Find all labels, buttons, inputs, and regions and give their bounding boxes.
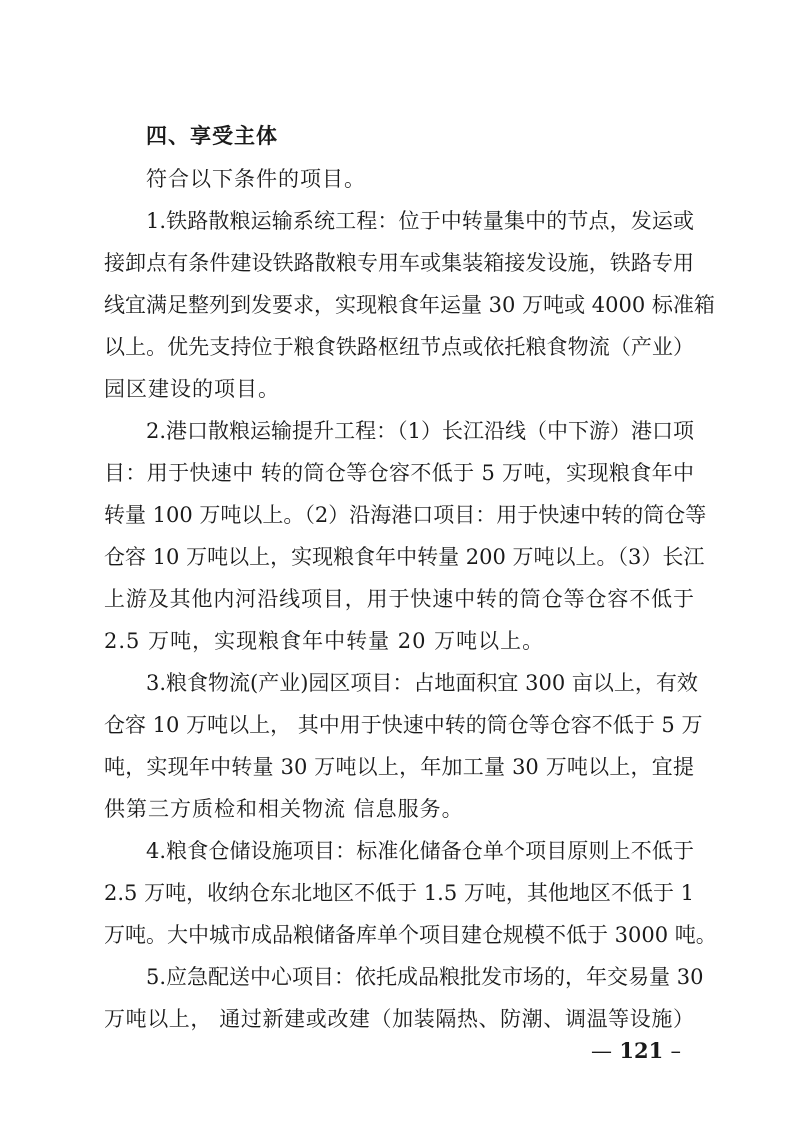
paragraph-1-line-5: 园区建设的项目。 (104, 377, 280, 401)
paragraph-4-line-1: 4.粮食仓储设施项目：标准化储备仓单个项目原则上不低于 (146, 839, 694, 863)
page-number (591, 1036, 681, 1066)
paragraph-3-line-3: 吨，实现年中转量 30 万吨以上，年加工量 30 万吨以上，宜提 (104, 755, 694, 779)
page-number-dash-right: – (670, 1039, 681, 1063)
paragraph-1-line-4: 以上。优先支持位于粮食铁路枢纽节点或依托粮食物流（产业） (104, 335, 694, 359)
paragraph-2-line-4: 仓容 10 万吨以上，实现粮食年中转量 200 万吨以上。（3）长江 (104, 545, 705, 569)
paragraph-3-line-1: 3.粮食物流(产业)园区项目：占地面积宜 300 亩以上，有效 (146, 671, 698, 695)
section-intro: 符合以下条件的项目。 (146, 167, 366, 191)
paragraph-1-line-1: 1.铁路散粮运输系统工程：位于中转量集中的节点，发运或 (146, 209, 694, 233)
page-number-dash-left: — (591, 1039, 613, 1063)
paragraph-2-line-2: 目：用于快速中 转的筒仓等仓容不低于 5 万吨，实现粮食年中 (104, 461, 694, 485)
paragraph-1-line-3: 线宜满足整列到发要求，实现粮食年运量 30 万吨或 4000 标准箱 (104, 293, 715, 317)
paragraph-4-line-3: 万吨。大中城市成品粮储备库单个项目建仓规模不低于 3000 吨。 (104, 923, 717, 947)
paragraph-2-line-1: 2.港口散粮运输提升工程：（1）长江沿线（中下游）港口项 (146, 419, 694, 443)
page-number-value: 121 (619, 1038, 664, 1063)
paragraph-2-line-3: 转量 100 万吨以上。（2）沿海港口项目：用于快速中转的筒仓等 (104, 503, 707, 527)
paragraph-1-line-2: 接卸点有条件建设铁路散粮专用车或集装箱接发设施，铁路专用 (104, 251, 694, 275)
section-heading: 四、享受主体 (146, 124, 278, 148)
paragraph-3-line-2: 仓容 10 万吨以上， 其中用于快速中转的筒仓等仓容不低于 5 万 (104, 713, 703, 737)
paragraph-2-line-5: 上游及其他内河沿线项目，用于快速中转的筒仓等仓容不低于 (104, 587, 694, 611)
paragraph-5-line-2: 万吨以上， 通过新建或改建（加装隔热、防潮、调温等设施） (104, 1007, 694, 1031)
paragraph-5-line-1: 5.应急配送中心项目：依托成品粮批发市场的，年交易量 30 (146, 965, 704, 989)
paragraph-3-line-4: 供第三方质检和相关物流 信息服务。 (104, 797, 464, 821)
paragraph-2-line-6: 2.5 万吨，实现粮食年中转量 20 万吨以上。 (104, 629, 545, 653)
paragraph-4-line-2: 2.5 万吨，收纳仓东北地区不低于 1.5 万吨，其他地区不低于 1 (104, 881, 694, 905)
